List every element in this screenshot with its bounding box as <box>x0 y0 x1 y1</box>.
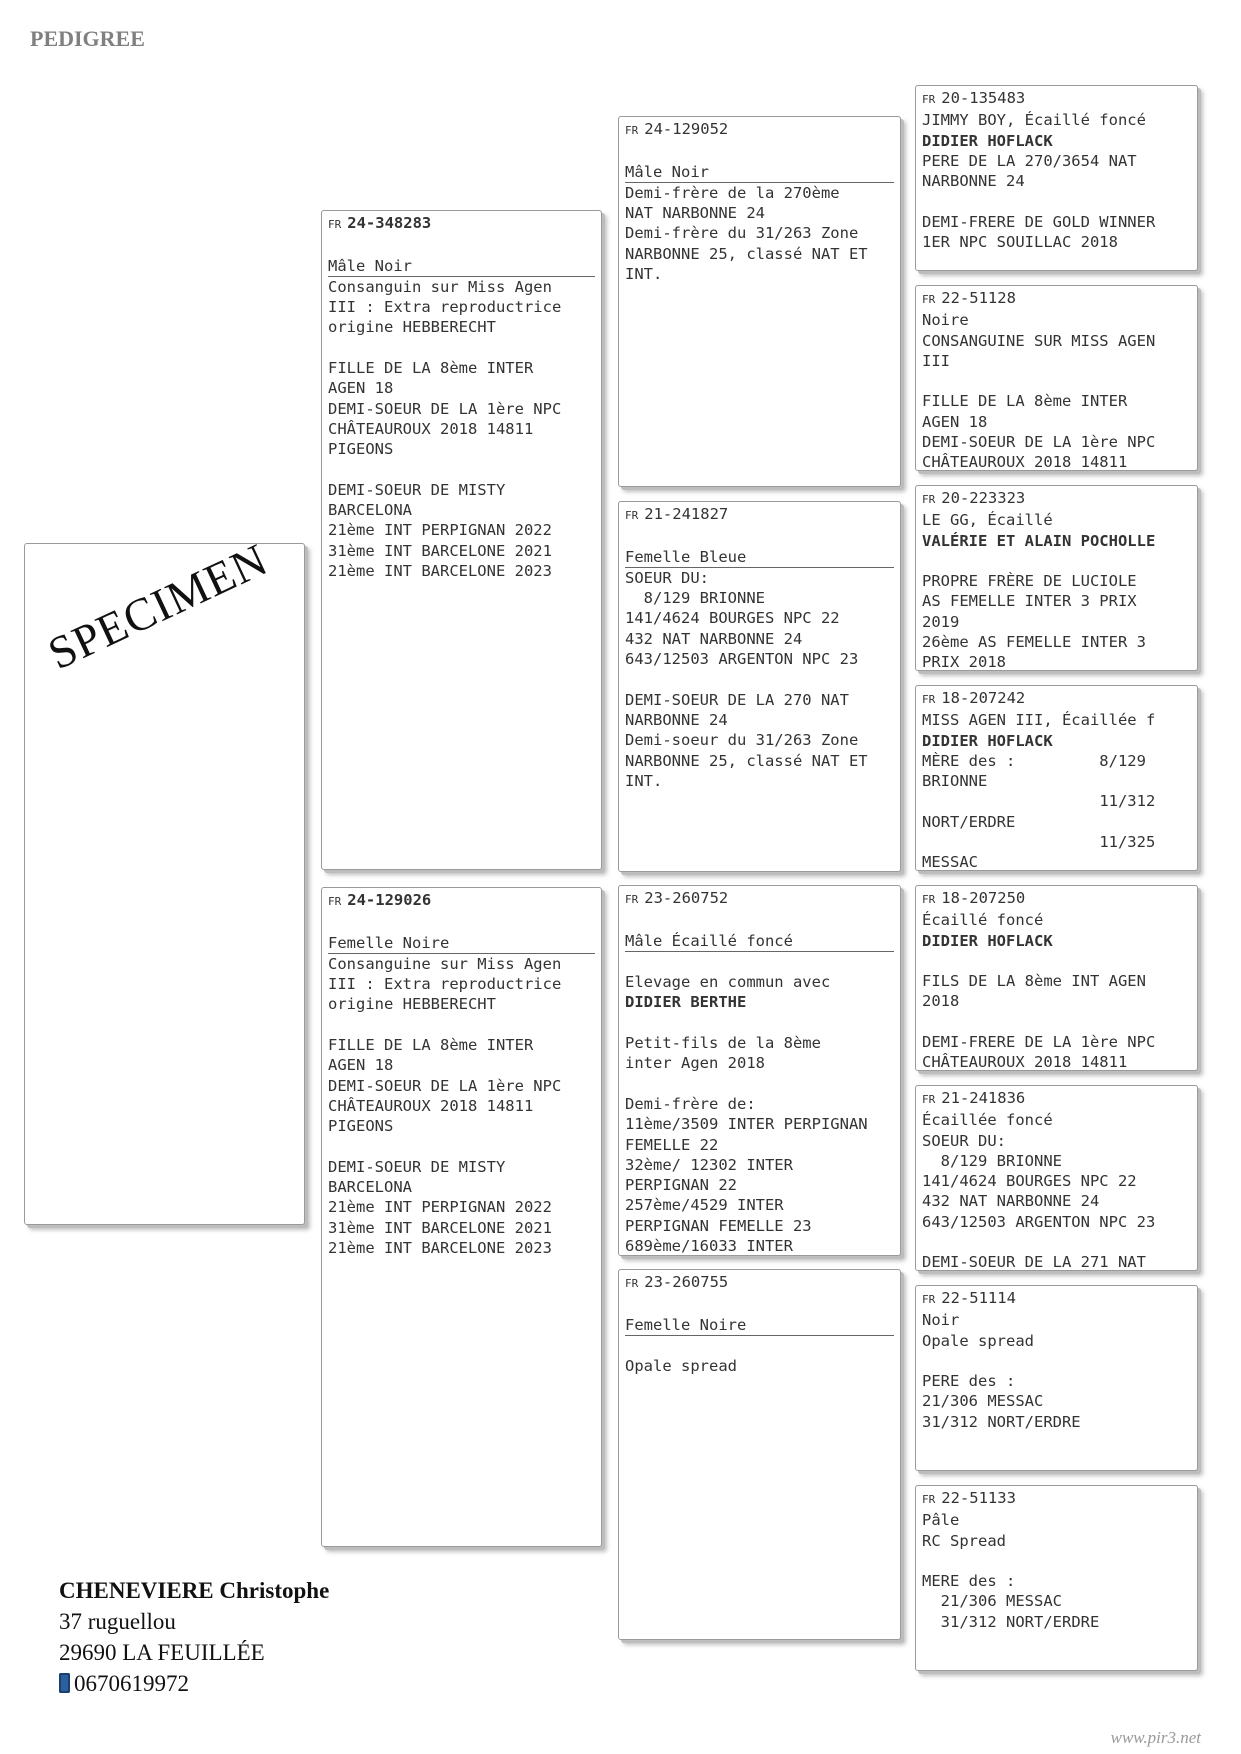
ring-header <box>922 1088 1191 1110</box>
card-line <box>328 235 595 255</box>
card-line: III : Extra reproductrice <box>328 975 562 994</box>
card-line: RC Spread <box>922 1531 1006 1550</box>
ancestor-card <box>915 485 1198 671</box>
card-line: Demi-frère du 31/263 Zone <box>625 224 859 243</box>
ring-header <box>922 1488 1191 1510</box>
country-code: FR <box>922 493 936 506</box>
card-line: DEMI-SOEUR DE LA 1ère NPC <box>328 1076 562 1095</box>
ring-number: 24-129052 <box>644 120 729 138</box>
card-line: FILLE DE LA 8ème INTER <box>328 1036 534 1055</box>
card-line <box>922 191 1191 211</box>
card-line: 1ER NPC SOUILLAC 2018 <box>922 233 1118 252</box>
ring-header <box>625 119 894 141</box>
ring-header <box>328 890 595 912</box>
card-line <box>328 460 595 480</box>
ring-number: 22-51128 <box>941 289 1016 307</box>
country-code: FR <box>328 895 342 908</box>
card-line: AGEN 18 <box>328 379 394 398</box>
ring-number: 18-207250 <box>941 889 1026 907</box>
card-line: 643/12503 ARGENTON NPC 23 <box>625 650 859 669</box>
card-line: MESSAC <box>922 853 978 871</box>
card-line: DEMI-FRERE DE LA 1ère NPC <box>922 1033 1156 1052</box>
card-line: Noire <box>922 311 969 330</box>
country-code: FR <box>922 293 936 306</box>
card-line: Femelle Bleue <box>625 547 894 568</box>
card-line: Noir <box>922 1311 960 1330</box>
card-line <box>922 371 1191 391</box>
card-line: PIGEONS <box>328 440 394 459</box>
card-line: 31ème INT BARCELONE 2021 <box>328 1218 552 1237</box>
card-line: III : Extra reproductrice <box>328 298 562 317</box>
card-line: Mâle Noir <box>625 162 894 183</box>
ring-number: 21-241827 <box>644 505 729 523</box>
card-line: NARBONNE 25, classé NAT ET <box>625 244 868 263</box>
card-line: Femelle Noire <box>625 1315 894 1336</box>
card-line: DIDIER HOFLACK <box>922 131 1053 150</box>
card-line <box>922 1232 1191 1252</box>
ring-number: 20-135483 <box>941 89 1026 107</box>
card-line: 31/312 NORT/ERDRE <box>922 1612 1100 1631</box>
ancestor-card <box>915 285 1198 471</box>
card-line: PROPRE FRÈRE DE LUCIOLE <box>922 572 1137 591</box>
card-line: 32ème/ 12302 INTER <box>625 1155 793 1174</box>
ancestor-card <box>915 1085 1198 1271</box>
card-line: CHÂTEAUROUX 2018 14811 <box>328 419 534 438</box>
ancestor-card <box>915 85 1198 271</box>
grandsire-paternal-card <box>618 116 901 487</box>
card-line: Petit-fils de la 8ème <box>625 1034 821 1053</box>
card-line: VALÉRIE ET ALAIN POCHOLLE <box>922 531 1156 550</box>
card-line <box>328 912 595 932</box>
card-line <box>328 1015 595 1035</box>
card-line: AGEN 18 <box>922 412 988 431</box>
ring-number: 22-51133 <box>941 1489 1016 1507</box>
card-line: 141/4624 BOURGES NPC 22 <box>625 609 840 628</box>
card-line: 11/325 <box>922 833 1156 852</box>
card-line: NARBONNE 25, classé NAT ET <box>625 751 868 770</box>
card-line: DIDIER BERTHE <box>625 993 747 1012</box>
card-line: DEMI-SOEUR DE LA 1ère NPC <box>328 399 562 418</box>
card-line: BRIONNE <box>922 772 988 791</box>
card-line: Demi-frère de la 270ème <box>625 183 840 202</box>
card-line: 21ème INT BARCELONE 2023 <box>328 562 552 581</box>
card-line: 31ème INT BARCELONE 2021 <box>328 541 552 560</box>
sire-card <box>321 210 602 870</box>
card-line: CHÂTEAUROUX 2018 14811 <box>922 453 1128 471</box>
card-line: Pâle <box>922 1511 960 1530</box>
card-line: BARCELONA <box>328 501 412 520</box>
card-line <box>625 141 894 161</box>
country-code: FR <box>328 218 342 231</box>
card-line: 432 NAT NARBONNE 24 <box>625 629 803 648</box>
card-line: DEMI-FRERE DE GOLD WINNER <box>922 212 1156 231</box>
card-line: 21ème INT BARCELONE 2023 <box>328 1239 552 1258</box>
card-line: Elevage en commun avec <box>625 973 831 992</box>
card-line: DEMI-SOEUR DE LA 271 NAT <box>922 1253 1146 1271</box>
card-line: 21ème INT PERPIGNAN 2022 <box>328 1198 552 1217</box>
card-line: Consanguine sur Miss Agen <box>328 954 562 973</box>
card-line: Opale spread <box>922 1331 1034 1350</box>
card-line: AGEN 18 <box>328 1056 394 1075</box>
granddam-maternal-card <box>618 1269 901 1640</box>
card-line: III <box>922 351 950 370</box>
card-line: JIMMY BOY, Écaillé foncé <box>922 111 1146 130</box>
ring-header <box>922 888 1191 910</box>
card-line: DIDIER HOFLACK <box>922 731 1053 750</box>
card-line <box>625 526 894 546</box>
card-line: 432 NAT NARBONNE 24 <box>922 1192 1100 1211</box>
specimen-watermark: SPECIMEN <box>40 533 276 680</box>
ring-header <box>922 688 1191 710</box>
card-line: Femelle Noire <box>328 933 595 954</box>
card-line: 8/129 BRIONNE <box>625 589 765 608</box>
country-code: FR <box>922 1493 936 1506</box>
card-line: CONSANGUINE SUR MISS AGEN <box>922 331 1156 350</box>
card-line: PERPIGNAN FEMELLE 23 <box>625 1216 812 1235</box>
card-line: Mâle Noir <box>328 256 595 277</box>
granddam-paternal-card <box>618 501 901 872</box>
card-line: AS FEMELLE INTER 3 PRIX <box>922 592 1137 611</box>
country-code: FR <box>625 1277 639 1290</box>
card-line: DIDIER HOFLACK <box>922 931 1053 950</box>
ring-number: 24-129026 <box>347 891 432 909</box>
ancestor-card <box>915 1285 1198 1471</box>
ancestor-card <box>915 1485 1198 1671</box>
card-line: PERE des : <box>922 1372 1016 1391</box>
card-line: FILLE DE LA 8ème INTER <box>922 392 1128 411</box>
owner-phone: 0670619972 <box>74 1671 189 1696</box>
card-line: Écaillée foncé <box>922 1111 1053 1130</box>
card-line: DEMI-SOEUR DE MISTY <box>328 480 506 499</box>
card-line: origine HEBBERECHT <box>328 318 496 337</box>
card-line: FILLE DE LA 8ème INTER <box>328 359 534 378</box>
card-line: NAT NARBONNE 24 <box>625 204 765 223</box>
country-code: FR <box>625 893 639 906</box>
card-line: inter Agen 2018 <box>625 1054 765 1073</box>
card-line <box>625 1074 894 1094</box>
card-line: 11/312 <box>922 792 1156 811</box>
card-line: SOEUR DU: <box>922 1131 1006 1150</box>
card-line <box>922 551 1191 571</box>
card-line: FEMELLE 22 <box>625 1135 719 1154</box>
card-line <box>625 1336 894 1356</box>
card-line: INT. <box>625 771 663 790</box>
card-line <box>625 1294 894 1314</box>
country-code: FR <box>922 893 936 906</box>
ring-header <box>922 288 1191 310</box>
card-line: SOEUR DU: <box>625 568 709 587</box>
owner-phone-row <box>59 1668 329 1699</box>
card-line: 26ème AS FEMELLE INTER 3 <box>922 633 1146 652</box>
ring-header <box>922 488 1191 510</box>
country-code: FR <box>922 1093 936 1106</box>
ring-number: 23-260752 <box>644 889 729 907</box>
grandsire-maternal-card <box>618 885 901 1256</box>
card-line: 2019 <box>922 612 960 631</box>
ring-header <box>922 88 1191 110</box>
owner-block <box>59 1575 329 1699</box>
card-line: LE GG, Écaillé <box>922 511 1053 530</box>
card-line: PRIX 2018 <box>922 653 1006 671</box>
card-line: PERE DE LA 270/3654 NAT <box>922 151 1137 170</box>
owner-street: 37 ruguellou <box>59 1609 176 1634</box>
card-line: 689ème/16033 INTER <box>625 1237 793 1256</box>
footer-url[interactable]: www.pir3.net <box>1110 1728 1201 1747</box>
ring-header <box>625 504 894 526</box>
card-line: MISS AGEN III, Écaillée f <box>922 711 1156 730</box>
card-line: INT. <box>625 265 663 284</box>
card-line: 643/12503 ARGENTON NPC 23 <box>922 1212 1156 1231</box>
card-line: NARBONNE 24 <box>625 710 728 729</box>
ring-number: 18-207242 <box>941 689 1026 707</box>
card-line: 21ème INT PERPIGNAN 2022 <box>328 521 552 540</box>
card-line <box>328 1137 595 1157</box>
card-line: BARCELONA <box>328 1178 412 1197</box>
country-code: FR <box>922 693 936 706</box>
card-line: 257ème/4529 INTER <box>625 1196 784 1215</box>
card-line: CHÂTEAUROUX 2018 14811 <box>328 1096 534 1115</box>
card-line: 11ème/3509 INTER PERPIGNAN <box>625 1115 868 1134</box>
card-line: DEMI-SOEUR DE MISTY <box>328 1157 506 1176</box>
card-line: 141/4624 BOURGES NPC 22 <box>922 1172 1137 1191</box>
country-code: FR <box>922 93 936 106</box>
ring-header <box>922 1288 1191 1310</box>
card-line: Consanguin sur Miss Agen <box>328 277 552 296</box>
card-line: DEMI-SOEUR DE LA 270 NAT <box>625 690 849 709</box>
card-line <box>625 1013 894 1033</box>
card-line: 2018 <box>922 992 960 1011</box>
card-line <box>625 669 894 689</box>
card-line <box>625 952 894 972</box>
card-line: Opale spread <box>625 1357 737 1376</box>
card-line <box>328 338 595 358</box>
card-line: FILS DE LA 8ème INT AGEN <box>922 972 1146 991</box>
card-line <box>922 1012 1191 1032</box>
card-line <box>922 1551 1191 1571</box>
phone-icon <box>59 1673 70 1693</box>
card-line: 8/129 BRIONNE <box>922 1151 1062 1170</box>
ring-header <box>625 1272 894 1294</box>
card-line <box>922 951 1191 971</box>
dam-card <box>321 887 602 1547</box>
ring-header <box>328 213 595 235</box>
country-code: FR <box>922 1293 936 1306</box>
card-line: Écaillé foncé <box>922 911 1044 930</box>
card-line: PIGEONS <box>328 1117 394 1136</box>
card-line <box>922 1351 1191 1371</box>
ring-number: 24-348283 <box>347 214 432 232</box>
card-line: origine HEBBERECHT <box>328 995 496 1014</box>
card-line: 31/312 NORT/ERDRE <box>922 1412 1081 1431</box>
card-line: CHÂTEAUROUX 2018 14811 <box>922 1053 1128 1071</box>
page-title: PEDIGREE <box>30 26 145 51</box>
ancestor-card <box>915 885 1198 1071</box>
card-line: MERE des : <box>922 1572 1016 1591</box>
card-line: PERPIGNAN 22 <box>625 1176 737 1195</box>
ring-number: 22-51114 <box>941 1289 1016 1307</box>
card-line: Mâle Écaillé foncé <box>625 931 894 952</box>
ring-number: 23-260755 <box>644 1273 729 1291</box>
card-line: 21/306 MESSAC <box>922 1392 1044 1411</box>
card-line: NARBONNE 24 <box>922 172 1025 191</box>
card-line: NORT/ERDRE <box>922 812 1016 831</box>
country-code: FR <box>625 124 639 137</box>
owner-name: CHENEVIERE Christophe <box>59 1578 330 1603</box>
card-line <box>625 910 894 930</box>
ring-number: 20-223323 <box>941 489 1026 507</box>
card-line: DEMI-SOEUR DE LA 1ère NPC <box>922 433 1156 452</box>
ring-header <box>625 888 894 910</box>
country-code: FR <box>625 509 639 522</box>
card-line: 21/306 MESSAC <box>922 1592 1062 1611</box>
owner-city: 29690 LA FEUILLÉE <box>59 1640 265 1665</box>
ring-number: 21-241836 <box>941 1089 1026 1107</box>
card-line: MÈRE des : 8/129 <box>922 751 1146 770</box>
card-line: Demi-frère de: <box>625 1094 756 1113</box>
card-line: Demi-soeur du 31/263 Zone <box>625 731 859 750</box>
ancestor-card <box>915 685 1198 871</box>
